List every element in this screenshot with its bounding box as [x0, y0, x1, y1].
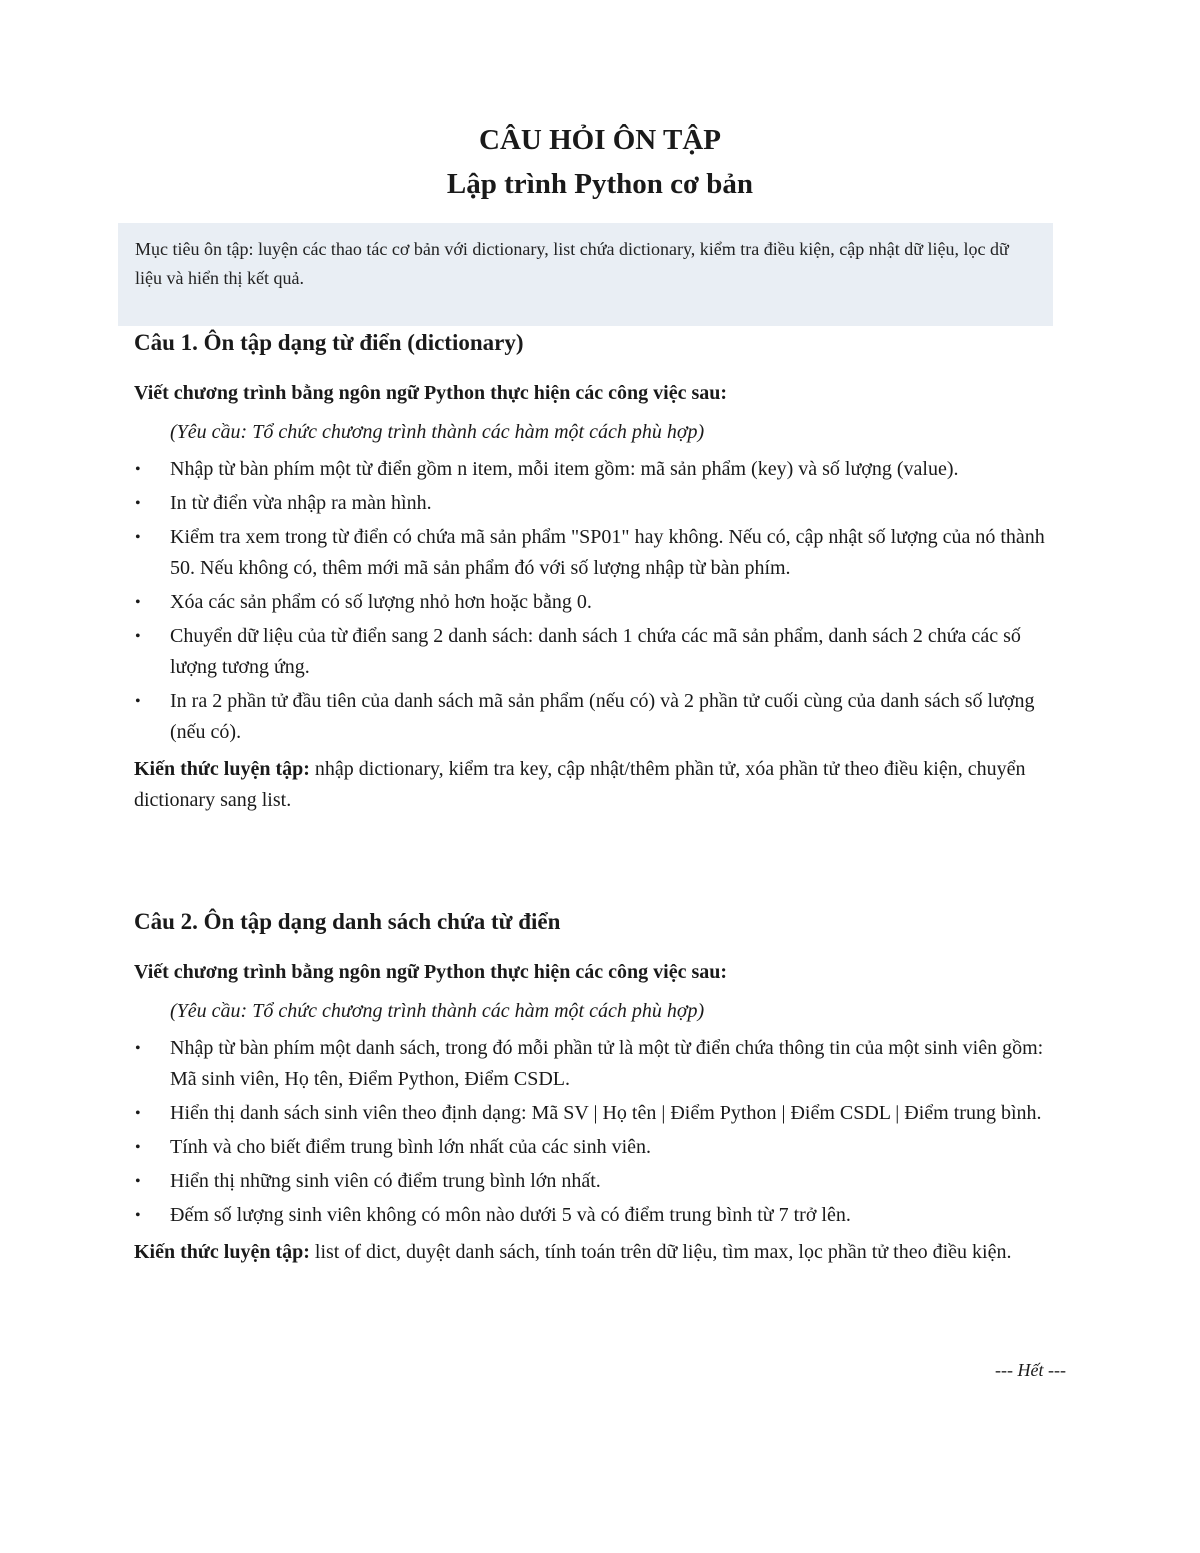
bullet-icon: •: [135, 1207, 141, 1224]
task-text: Hiển thị danh sách sinh viên theo định dạng: Mã SV | Họ tên | Điểm Python | Điểm CSDL | Điểm trung bình.: [170, 1102, 1042, 1124]
task-text: In ra 2 phần tử đầu tiên của danh sách mã sản phẩm (nếu có) và 2 phần tử cuối cùng của danh sách số lượng (nếu có).: [170, 690, 1035, 743]
section-1-instruction: Viết chương trình bằng ngôn ngữ Python thực hiện các công việc sau:: [134, 382, 728, 404]
objective-box: Mục tiêu ôn tập: luyện các thao tác cơ bản với dictionary, list chứa dictionary, kiểm tra điều kiện, cập nhật dữ liệu, lọc dữ liệu và hiển thị kết quả.: [118, 223, 1053, 326]
task-item: [134, 1200, 1064, 1231]
knowledge-text: nhập dictionary, kiểm tra key, cập nhật/thêm phần tử, xóa phần tử theo điều kiện, chuyển dictionary sang list.: [134, 758, 1026, 811]
task-text: Hiển thị những sinh viên có điểm trung bình lớn nhất.: [170, 1170, 601, 1192]
section-1: [134, 326, 1064, 816]
bullet-icon: •: [135, 1105, 141, 1122]
task-text: In từ điển vừa nhập ra màn hình.: [170, 492, 432, 514]
task-text: Đếm số lượng sinh viên không có môn nào dưới 5 và có điểm trung bình từ 7 trở lên.: [170, 1204, 851, 1226]
document-subtitle: Lập trình Python cơ bản: [446, 168, 754, 200]
section-2-requirement: (Yêu cầu: Tổ chức chương trình thành các hàm một cách phù hợp): [170, 1000, 705, 1022]
knowledge-text: list of dict, duyệt danh sách, tính toán trên dữ liệu, tìm max, lọc phần tử theo điều kiện.: [309, 1241, 1012, 1263]
end-mark: --- Hết ---: [995, 1360, 1066, 1380]
section-2-heading: Câu 2. Ôn tập dạng danh sách chứa từ điển: [134, 909, 561, 934]
task-item: [134, 522, 1064, 584]
section-1-requirement: (Yêu cầu: Tổ chức chương trình thành các hàm một cách phù hợp): [170, 421, 705, 443]
task-item: [134, 587, 1064, 618]
task-text: Xóa các sản phẩm có số lượng nhỏ hơn hoặc bằng 0.: [170, 591, 592, 613]
task-text: Chuyển dữ liệu của từ điển sang 2 danh sách: danh sách 1 chứa các mã sản phẩm, danh sách 2 chứa các số lượng tương ứng.: [170, 625, 1021, 678]
section-2-knowledge: [134, 1237, 1064, 1268]
bullet-icon: •: [135, 1040, 141, 1057]
bullet-icon: •: [135, 594, 141, 611]
task-item: [134, 1166, 1064, 1197]
title-block: [0, 118, 1200, 206]
task-item: [134, 686, 1064, 748]
section-2-instruction: Viết chương trình bằng ngôn ngữ Python thực hiện các công việc sau:: [134, 961, 728, 983]
knowledge-label: Kiến thức luyện tập:: [134, 1241, 310, 1263]
bullet-icon: •: [135, 495, 141, 512]
task-item: [134, 1132, 1064, 1163]
bullet-icon: •: [135, 1173, 141, 1190]
task-item: [134, 454, 1064, 485]
section-1-knowledge: [134, 754, 1064, 816]
bullet-icon: •: [135, 1139, 141, 1156]
task-item: [134, 488, 1064, 519]
task-text: Nhập từ bàn phím một danh sách, trong đó mỗi phần tử là một từ điển chứa thông tin của một sinh viên gồm: Mã sinh viên, Họ tên, Điểm Python, Điểm CSDL.: [170, 1037, 1044, 1090]
task-text: Tính và cho biết điểm trung bình lớn nhất của các sinh viên.: [170, 1136, 652, 1158]
task-item: [134, 621, 1064, 683]
bullet-icon: •: [135, 461, 141, 478]
bullet-icon: •: [135, 628, 141, 645]
section-1-heading: Câu 1. Ôn tập dạng từ điển (dictionary): [134, 330, 524, 355]
task-text: Kiểm tra xem trong từ điển có chứa mã sản phẩm "SP01" hay không. Nếu có, cập nhật số lượng của nó thành 50. Nếu không có, thêm mới mã sản phẩm đó với số lượng nhập từ bàn phím.: [170, 526, 1045, 579]
knowledge-label: Kiến thức luyện tập:: [134, 758, 310, 780]
section-2: [134, 905, 1064, 1268]
task-item: [134, 1098, 1064, 1129]
section-1-task-list: [134, 454, 1064, 748]
bullet-icon: •: [135, 693, 141, 710]
task-item: [134, 1033, 1064, 1095]
bullet-icon: •: [135, 529, 141, 546]
document-title: CÂU HỎI ÔN TẬP: [479, 124, 721, 156]
section-2-task-list: [134, 1033, 1064, 1231]
task-text: Nhập từ bàn phím một từ điển gồm n item, mỗi item gồm: mã sản phẩm (key) và số lượng (value).: [170, 458, 959, 480]
